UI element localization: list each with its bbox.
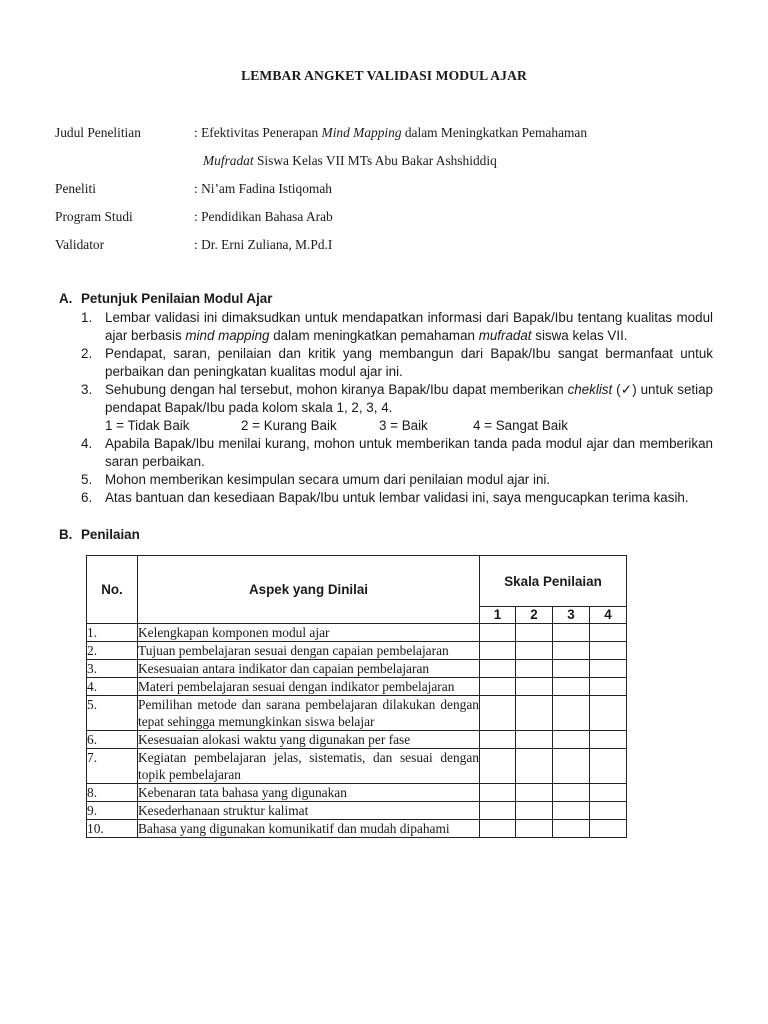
- prodi-label: Program Studi: [55, 209, 133, 224]
- scale-checkbox-1[interactable]: [480, 624, 516, 642]
- validator-label: Validator: [55, 237, 105, 252]
- judul-continuation: [203, 152, 497, 170]
- prodi-value: : Pendidikan Bahasa Arab: [194, 209, 333, 224]
- table-row: [87, 749, 627, 784]
- scale-checkbox-3[interactable]: [553, 802, 590, 820]
- instr-4-text: Apabila Bapak/Ibu menilai kurang, mohon untuk memberikan tanda pada modul ajar dan memberikan saran perbaikan.: [105, 436, 713, 469]
- scale-checkbox-2[interactable]: [516, 696, 553, 731]
- info-row-judul: [55, 124, 715, 152]
- scale-checkbox-1[interactable]: [480, 802, 516, 820]
- row-aspect: Materi pembelajaran sesuai dengan indikator pembelajaran: [138, 678, 480, 696]
- row-number: 3.: [87, 660, 138, 678]
- info-row-prodi: [55, 208, 715, 236]
- list-item-number: 4.: [81, 436, 93, 451]
- row-number: 7.: [87, 749, 138, 784]
- scale-checkbox-4[interactable]: [590, 696, 627, 731]
- scale-checkbox-2[interactable]: [516, 678, 553, 696]
- scale-checkbox-2[interactable]: [516, 784, 553, 802]
- row-aspect: Kebenaran tata bahasa yang digunakan: [138, 784, 480, 802]
- scale-checkbox-3[interactable]: [553, 731, 590, 749]
- scale-column-4: 4: [590, 607, 627, 624]
- list-item: [81, 309, 713, 345]
- scale-checkbox-4[interactable]: [590, 678, 627, 696]
- table-row: [87, 696, 627, 731]
- table-row: [87, 731, 627, 749]
- list-item: [81, 381, 713, 435]
- scale-legend-1: 1 = Tidak Baik: [105, 418, 190, 433]
- table-row: [87, 784, 627, 802]
- scale-checkbox-4[interactable]: [590, 784, 627, 802]
- row-number: 8.: [87, 784, 138, 802]
- instr-1-post: siswa kelas VII.: [531, 328, 628, 343]
- scale-column-2: 2: [516, 607, 553, 624]
- scale-checkbox-4[interactable]: [590, 731, 627, 749]
- instr-1-mid: dalam meningkatkan pemahaman: [269, 328, 479, 343]
- scale-checkbox-1[interactable]: [480, 660, 516, 678]
- peneliti-value: : Ni’am Fadina Istiqomah: [194, 181, 332, 196]
- row-aspect: Bahasa yang digunakan komunikatif dan mudah dipahami: [138, 820, 480, 838]
- scale-checkbox-4[interactable]: [590, 624, 627, 642]
- scale-checkbox-3[interactable]: [553, 784, 590, 802]
- assessment-table: [86, 555, 627, 838]
- scale-checkbox-3[interactable]: [553, 642, 590, 660]
- scale-checkbox-4[interactable]: [590, 820, 627, 838]
- row-aspect: Kegiatan pembelajaran jelas, sistematis, dan sesuai dengan topik pembelajaran: [138, 750, 479, 782]
- scale-checkbox-3[interactable]: [553, 660, 590, 678]
- instruction-list: [81, 309, 713, 507]
- judul-label: Judul Penelitian: [55, 125, 141, 140]
- judul-cont-post: Siswa Kelas VII MTs Abu Bakar Ashshiddiq: [253, 153, 497, 168]
- list-item-number: 1.: [81, 310, 93, 325]
- scale-checkbox-1[interactable]: [480, 784, 516, 802]
- table-row: [87, 660, 627, 678]
- section-b-letter: B.: [59, 527, 73, 542]
- instr-3-italic: cheklist: [567, 382, 613, 397]
- scale-checkbox-1[interactable]: [480, 731, 516, 749]
- row-aspect: Kelengkapan komponen modul ajar: [138, 624, 480, 642]
- list-item-number: 6.: [81, 490, 93, 505]
- row-number: 1.: [87, 624, 138, 642]
- scale-checkbox-2[interactable]: [516, 624, 553, 642]
- instr-6-text: Atas bantuan dan kesediaan Bapak/Ibu untuk lembar validasi ini, saya mengucapkan terima kasih.: [105, 490, 689, 505]
- scale-checkbox-1[interactable]: [480, 820, 516, 838]
- table-row: [87, 678, 627, 696]
- scale-checkbox-4[interactable]: [590, 642, 627, 660]
- info-row-judul-cont: [55, 152, 715, 180]
- instr-1-italic-2: mufradat: [478, 328, 532, 343]
- section-b-title: Penilaian: [81, 527, 140, 542]
- judul-value-italic: Mind Mapping: [321, 125, 402, 140]
- research-info: [55, 124, 715, 264]
- table-row: [87, 820, 627, 838]
- list-item-number: 5.: [81, 472, 93, 487]
- instr-3-pre: Sehubung dengan hal tersebut, mohon kiranya Bapak/Ibu dapat memberikan: [105, 382, 568, 397]
- scale-legend: [105, 417, 713, 435]
- row-number: 6.: [87, 731, 138, 749]
- column-header-aspect: Aspek yang Dinilai: [138, 556, 480, 624]
- scale-checkbox-2[interactable]: [516, 660, 553, 678]
- list-item: [81, 345, 713, 381]
- judul-cont-italic: Mufradat: [203, 153, 254, 168]
- judul-value-pre: : Efektivitas Penerapan: [194, 125, 322, 140]
- scale-checkbox-2[interactable]: [516, 749, 553, 784]
- row-number: 4.: [87, 678, 138, 696]
- row-aspect: Kesederhanaan struktur kalimat: [138, 802, 480, 820]
- scale-column-1: 1: [480, 607, 516, 624]
- row-number: 10.: [87, 820, 138, 838]
- list-item: [81, 471, 713, 489]
- table-row: [87, 624, 627, 642]
- list-item: [81, 489, 713, 507]
- judul-value: [194, 124, 587, 142]
- page-title: LEMBAR ANGKET VALIDASI MODUL AJAR: [241, 68, 527, 83]
- info-row-validator: [55, 236, 715, 264]
- row-number: 5.: [87, 696, 138, 731]
- list-item-number: 3.: [81, 382, 93, 397]
- table-row: [87, 642, 627, 660]
- judul-value-post: dalam Meningkatkan Pemahaman: [401, 125, 588, 140]
- row-aspect: Kesesuaian antara indikator dan capaian pembelajaran: [138, 660, 480, 678]
- section-a-heading: [59, 291, 272, 306]
- instr-1-italic-1: mind mapping: [185, 328, 270, 343]
- validator-value: : Dr. Erni Zuliana, M.Pd.I: [194, 237, 333, 252]
- row-aspect: Pemilihan metode dan sarana pembelajaran dilakukan dengan tepat sehingga memungkinkan siswa belajar: [138, 697, 479, 729]
- scale-checkbox-2[interactable]: [516, 642, 553, 660]
- row-number: 2.: [87, 642, 138, 660]
- scale-checkbox-3[interactable]: [553, 749, 590, 784]
- scale-checkbox-4[interactable]: [590, 660, 627, 678]
- column-header-no: No.: [87, 556, 138, 624]
- scale-checkbox-1[interactable]: [480, 696, 516, 731]
- section-b-heading: [59, 527, 140, 542]
- scale-checkbox-4[interactable]: [590, 749, 627, 784]
- row-aspect: Kesesuaian alokasi waktu yang digunakan per fase: [138, 731, 480, 749]
- instr-3-post: (✓) untuk setiap pendapat Bapak/Ibu pada kolom skala 1, 2, 3, 4.: [105, 382, 713, 415]
- scale-checkbox-4[interactable]: [590, 802, 627, 820]
- scale-checkbox-3[interactable]: [553, 678, 590, 696]
- scale-checkbox-2[interactable]: [516, 802, 553, 820]
- column-header-scale: Skala Penilaian: [480, 556, 627, 607]
- scale-checkbox-2[interactable]: [516, 820, 553, 838]
- list-item: [81, 435, 713, 471]
- scale-checkbox-3[interactable]: [553, 696, 590, 731]
- scale-checkbox-1[interactable]: [480, 749, 516, 784]
- peneliti-label: Peneliti: [55, 181, 96, 196]
- scale-checkbox-3[interactable]: [553, 820, 590, 838]
- scale-checkbox-3[interactable]: [553, 624, 590, 642]
- row-number: 9.: [87, 802, 138, 820]
- scale-column-3: 3: [553, 607, 590, 624]
- section-a-letter: A.: [59, 291, 73, 306]
- scale-checkbox-2[interactable]: [516, 731, 553, 749]
- scale-legend-4: 4 = Sangat Baik: [473, 418, 568, 433]
- info-row-peneliti: [55, 180, 715, 208]
- section-a-title: Petunjuk Penilaian Modul Ajar: [81, 291, 273, 306]
- scale-checkbox-1[interactable]: [480, 642, 516, 660]
- list-item-number: 2.: [81, 346, 93, 361]
- table-row: [87, 802, 627, 820]
- scale-checkbox-1[interactable]: [480, 678, 516, 696]
- scale-legend-2: 2 = Kurang Baik: [241, 418, 337, 433]
- instr-2-text: Pendapat, saran, penilaian dan kritik yang membangun dari Bapak/Ibu sangat bermanfaat untuk perbaikan dan peningkatan kualitas modul ajar ini.: [105, 346, 713, 379]
- instr-5-text: Mohon memberikan kesimpulan secara umum dari penilaian modul ajar ini.: [105, 472, 551, 487]
- scale-legend-3: 3 = Baik: [379, 418, 428, 433]
- row-aspect: Tujuan pembelajaran sesuai dengan capaian pembelajaran: [138, 642, 480, 660]
- instr-1-pre: Lembar validasi ini dimaksudkan untuk mendapatkan informasi dari Bapak/Ibu tentang kualitas modul ajar berbasis: [105, 310, 713, 343]
